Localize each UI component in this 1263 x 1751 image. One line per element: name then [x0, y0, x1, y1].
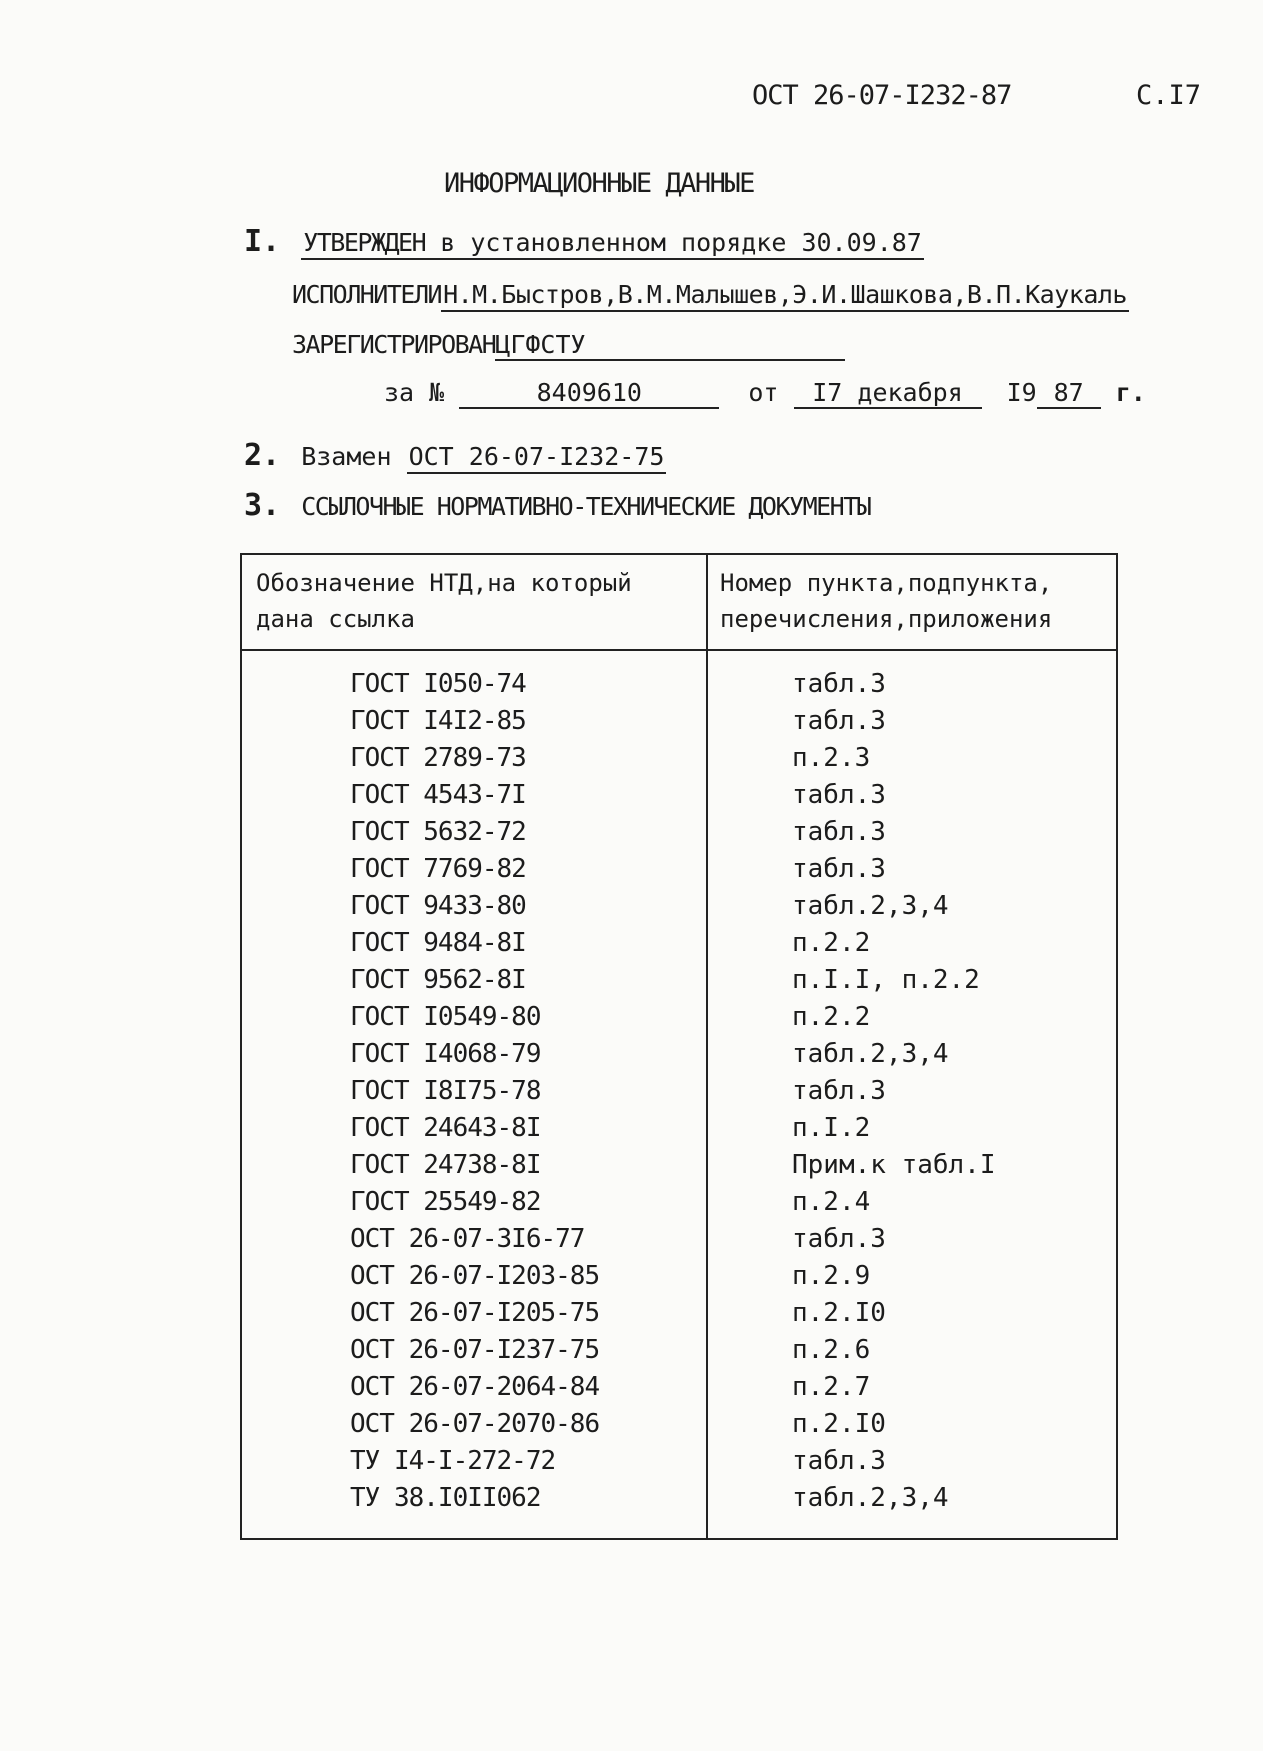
- reg-no-value: 8409610: [459, 378, 719, 409]
- document-designation-cell: ОСТ 26-07-I203-85: [350, 1260, 600, 1291]
- page-title: ИНФОРМАЦИОННЫЕ ДАННЫЕ: [444, 168, 754, 199]
- table-row: [241, 1294, 1117, 1331]
- table-row: [241, 1109, 1117, 1146]
- table-row: [241, 1368, 1117, 1405]
- clause-reference-cell: табл.3: [707, 813, 1117, 850]
- table-row: [241, 1146, 1117, 1183]
- table-row: [241, 1479, 1117, 1539]
- table-row: [241, 1405, 1117, 1442]
- references-heading: ССЫЛОЧНЫЕ НОРМАТИВНО-ТЕХНИЧЕСКИЕ ДОКУМЕНТЫ: [301, 492, 871, 521]
- approved-field: [301, 228, 924, 260]
- year-unit: г.: [1115, 378, 1146, 407]
- table-row: [241, 702, 1117, 739]
- year-suffix: 87: [1037, 378, 1101, 409]
- clause-reference-cell: п.2.4: [707, 1183, 1117, 1220]
- clause-reference-cell: табл.3: [707, 850, 1117, 887]
- item2-number: 2.: [244, 438, 281, 473]
- document-designation-cell: ГОСТ 9562-8I: [350, 964, 526, 995]
- item1-approved-line: [244, 224, 924, 260]
- table-row: [241, 924, 1117, 961]
- document-designation-cell: ГОСТ 5632-72: [350, 816, 526, 847]
- registered-line: [292, 330, 845, 361]
- column-header-clause: Номер пункта,подпункта, перечисления,приложения: [707, 554, 1117, 650]
- registered-label: ЗАРЕГИСТРИРОВАН: [292, 330, 496, 359]
- approved-text: в установленном порядке 30.09.87: [440, 228, 922, 257]
- executors-label: ИСПОЛНИТЕЛИ: [292, 280, 442, 309]
- table-row: [241, 1035, 1117, 1072]
- clause-reference-cell: табл.2,3,4: [707, 1479, 1117, 1539]
- item3-line: [244, 488, 870, 523]
- table-header-row: [241, 554, 1117, 650]
- table-row: [241, 1072, 1117, 1109]
- approved-label: УТВЕРЖДЕН: [303, 228, 426, 257]
- document-designation-cell: ГОСТ 9433-80: [350, 890, 526, 921]
- item3-number: 3.: [244, 488, 281, 523]
- table-row: [241, 961, 1117, 998]
- table-row: [241, 1442, 1117, 1479]
- item2-line: [244, 438, 666, 474]
- clause-reference-cell: табл.2,3,4: [707, 887, 1117, 924]
- references-table-body: [241, 650, 1117, 1539]
- document-designation-cell: ГОСТ 2789-73: [350, 742, 526, 773]
- clause-reference-cell: п.I.I, п.2.2: [707, 961, 1117, 998]
- table-row: [241, 813, 1117, 850]
- table-row: [241, 1220, 1117, 1257]
- clause-reference-cell: табл.3: [707, 1220, 1117, 1257]
- document-designation-cell: ГОСТ 4543-7I: [350, 779, 526, 810]
- page-number: С.I7: [1136, 80, 1202, 111]
- reg-no-label: за №: [384, 378, 445, 407]
- registration-number-line: [384, 378, 1146, 409]
- document-designation-cell: ГОСТ 25549-82: [350, 1186, 541, 1217]
- date-label: от: [748, 378, 779, 407]
- table-row: [241, 1257, 1117, 1294]
- table-row: [241, 739, 1117, 776]
- table-row: [241, 850, 1117, 887]
- clause-reference-cell: п.I.2: [707, 1109, 1117, 1146]
- clause-reference-cell: п.2.I0: [707, 1405, 1117, 1442]
- table-row: [241, 1331, 1117, 1368]
- clause-reference-cell: табл.3: [707, 1072, 1117, 1109]
- clause-reference-cell: табл.3: [707, 650, 1117, 702]
- document-designation-cell: ГОСТ I4068-79: [350, 1038, 541, 1069]
- clause-reference-cell: п.2.6: [707, 1331, 1117, 1368]
- document-designation-cell: ГОСТ 9484-8I: [350, 927, 526, 958]
- document-designation-cell: ГОСТ I0549-80: [350, 1001, 541, 1032]
- clause-reference-cell: табл.3: [707, 1442, 1117, 1479]
- table-row: [241, 887, 1117, 924]
- registered-value: ЦГФСТУ: [495, 330, 845, 361]
- clause-reference-cell: п.2.7: [707, 1368, 1117, 1405]
- clause-reference-cell: п.2.3: [707, 739, 1117, 776]
- clause-reference-cell: п.2.9: [707, 1257, 1117, 1294]
- executors-line: [292, 280, 1129, 312]
- clause-reference-cell: табл.3: [707, 702, 1117, 739]
- column-header-document: Обозначение НТД,на который дана ссылка: [241, 554, 707, 650]
- table-row: [241, 1183, 1117, 1220]
- executors-value: Н.М.Быстров,В.М.Малышев,Э.И.Шашкова,В.П.Каукаль: [441, 280, 1129, 312]
- date-value: I7 декабря: [794, 378, 982, 409]
- document-designation-cell: ТУ 38.I0II062: [350, 1482, 541, 1513]
- clause-reference-cell: п.2.I0: [707, 1294, 1117, 1331]
- document-designation-cell: ГОСТ 24738-8I: [350, 1149, 541, 1180]
- year-prefix: I9: [1006, 378, 1037, 407]
- clause-reference-cell: Прим.к табл.I: [707, 1146, 1117, 1183]
- document-designation-cell: ГОСТ I8I75-78: [350, 1075, 541, 1106]
- document-designation-cell: ГОСТ I4I2-85: [350, 705, 526, 736]
- table-row: [241, 650, 1117, 702]
- references-table: [240, 553, 1118, 1540]
- document-designation-cell: ОСТ 26-07-2064-84: [350, 1371, 600, 1402]
- document-designation-cell: ТУ I4-I-272-72: [350, 1445, 556, 1476]
- document-designation-cell: ГОСТ 7769-82: [350, 853, 526, 884]
- document-code: ОСТ 26-07-I232-87: [752, 80, 1012, 111]
- table-row: [241, 776, 1117, 813]
- document-designation-cell: ГОСТ 24643-8I: [350, 1112, 541, 1143]
- document-designation-cell: ГОСТ I050-74: [350, 668, 526, 699]
- document-designation-cell: ОСТ 26-07-I205-75: [350, 1297, 600, 1328]
- table-row: [241, 998, 1117, 1035]
- clause-reference-cell: табл.2,3,4: [707, 1035, 1117, 1072]
- document-designation-cell: ОСТ 26-07-3I6-77: [350, 1223, 585, 1254]
- document-designation-cell: ОСТ 26-07-I237-75: [350, 1334, 600, 1365]
- clause-reference-cell: табл.3: [707, 776, 1117, 813]
- clause-reference-cell: п.2.2: [707, 924, 1117, 961]
- document-designation-cell: ОСТ 26-07-2070-86: [350, 1408, 600, 1439]
- replaces-value: ОСТ 26-07-I232-75: [407, 442, 667, 474]
- replaces-label: Взамен: [301, 442, 392, 471]
- clause-reference-cell: п.2.2: [707, 998, 1117, 1035]
- item1-number: I.: [244, 224, 281, 259]
